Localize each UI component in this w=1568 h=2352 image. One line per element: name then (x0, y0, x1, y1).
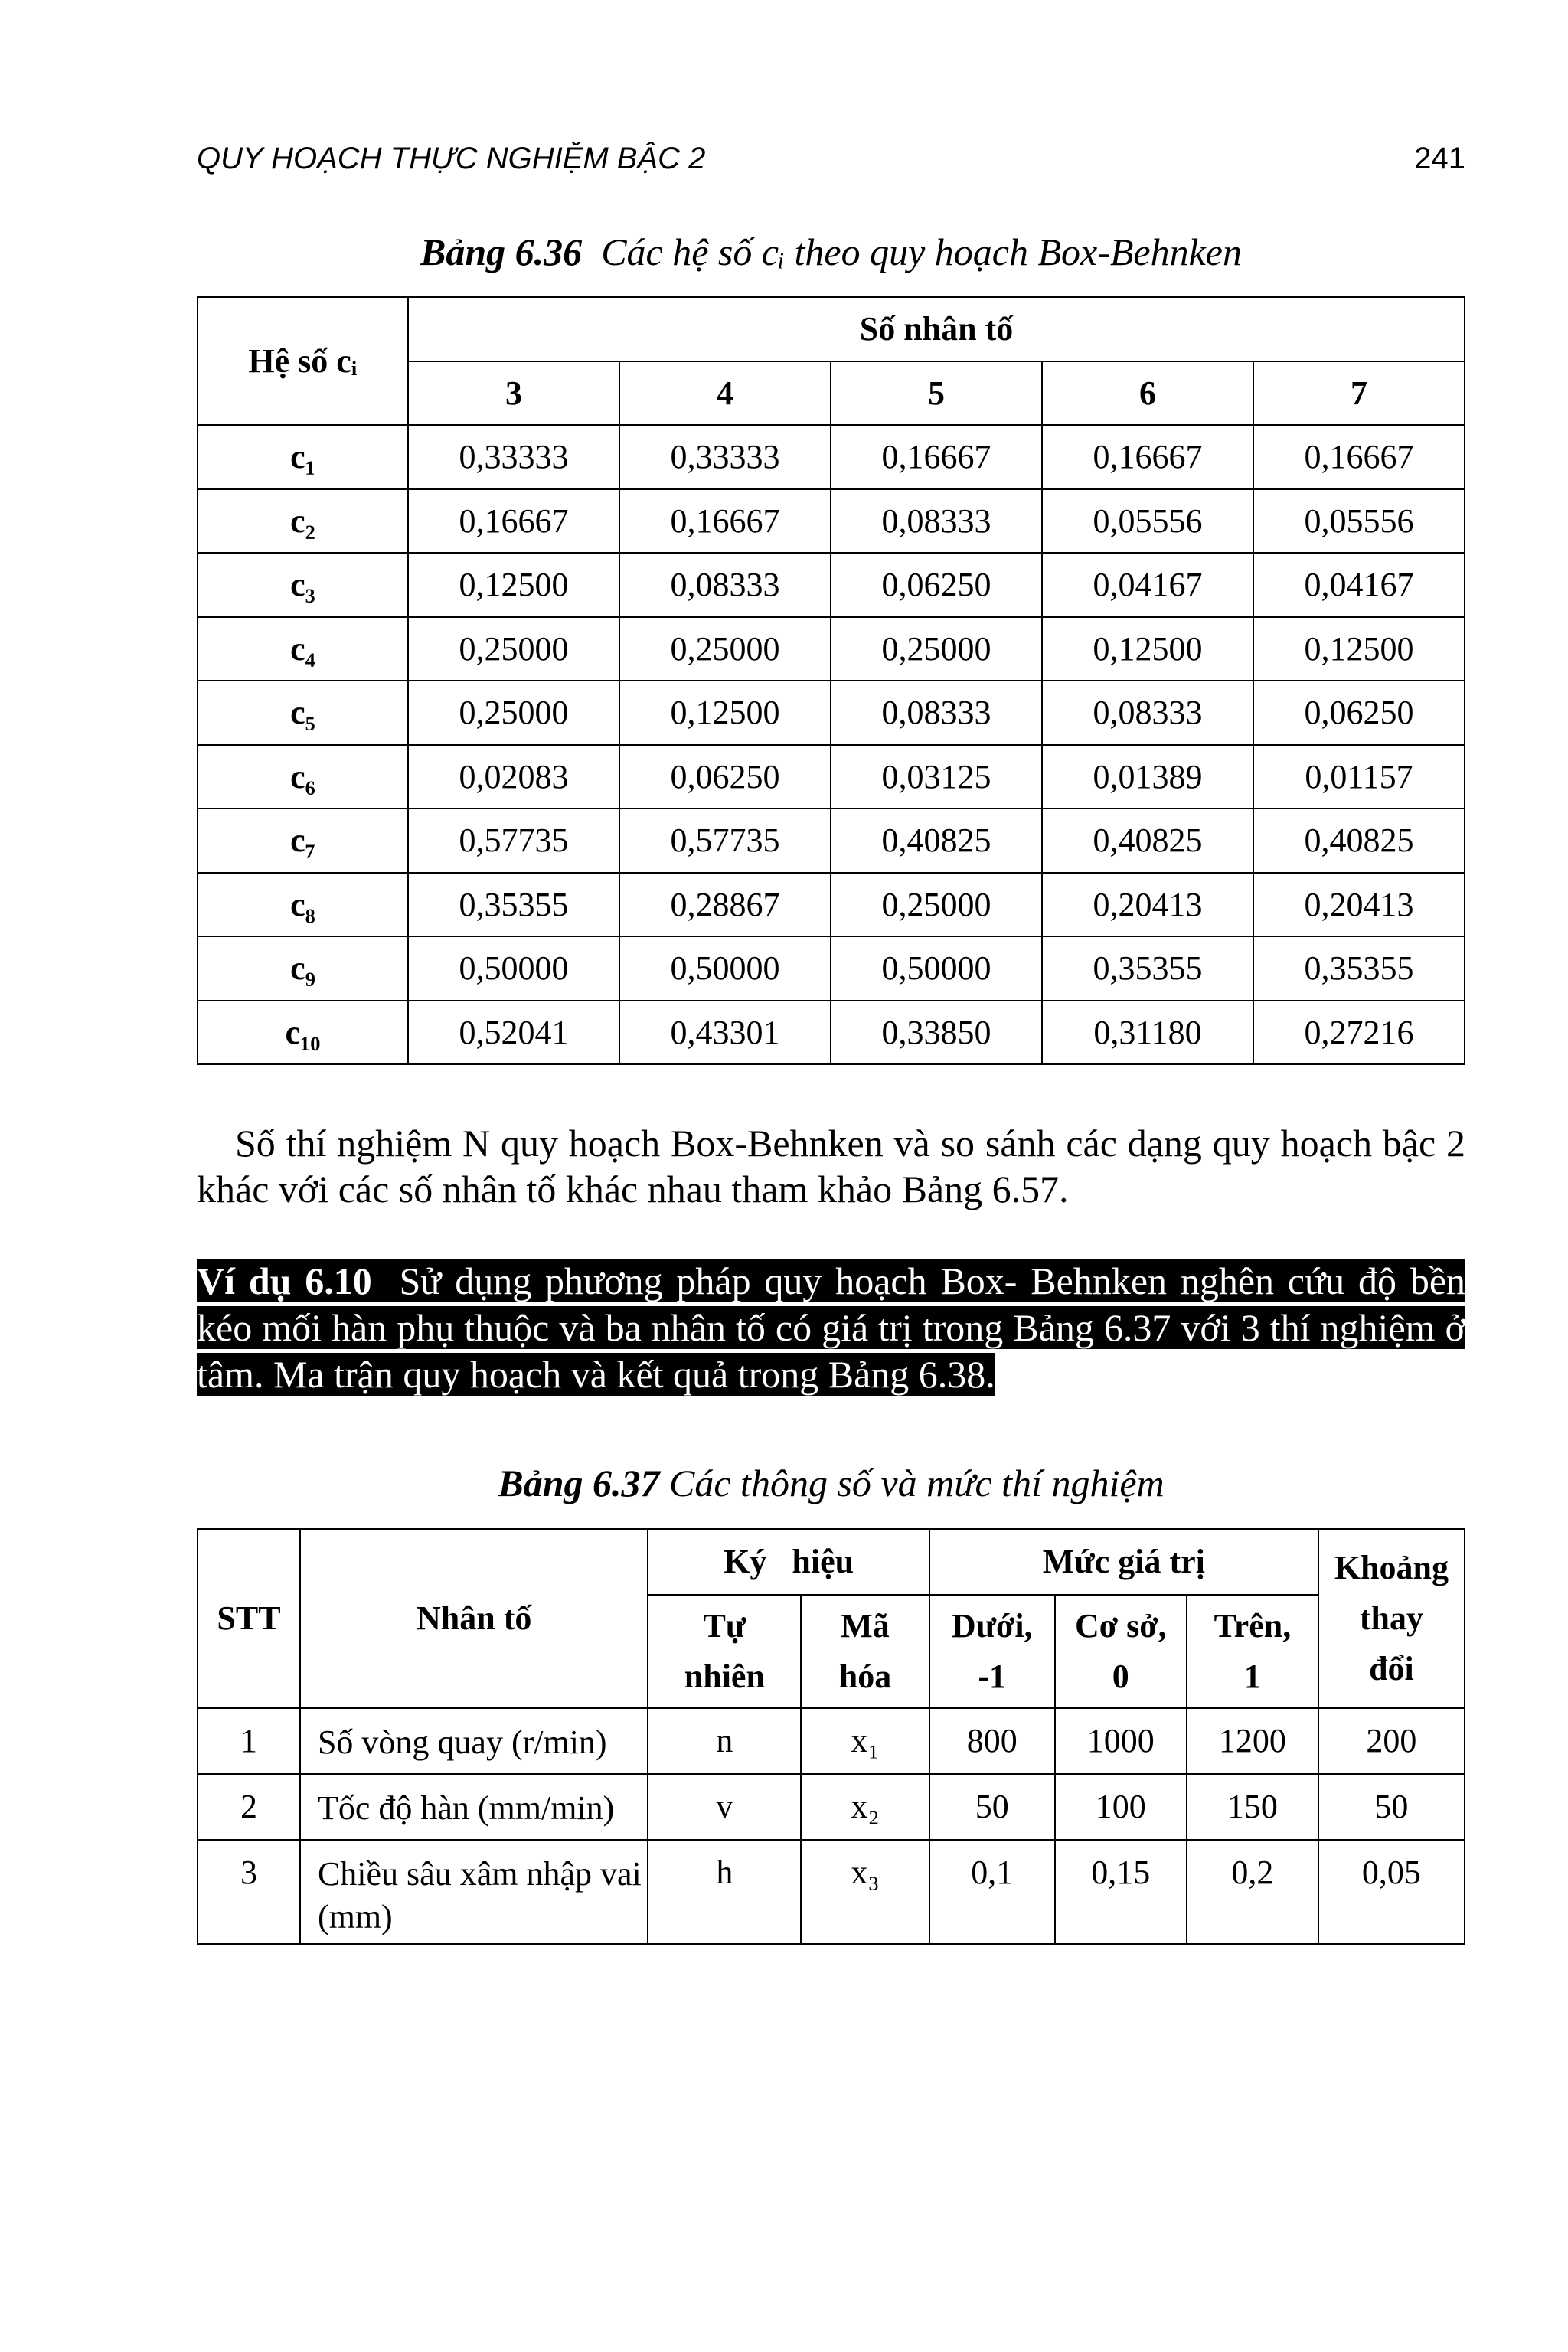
table-636 (197, 296, 1465, 1065)
table-cell: 0,43301 (619, 1001, 831, 1065)
table-cell: 0,33333 (408, 425, 619, 489)
table-row (198, 1001, 1465, 1065)
table-cell: 0,08333 (831, 489, 1042, 554)
header-lower: Dưới, -1 (929, 1595, 1055, 1708)
table-cell: 0,40825 (831, 808, 1042, 873)
table-cell: 0,57735 (619, 808, 831, 873)
table-637-body (198, 1708, 1465, 1944)
header-coded: Mã hóa (801, 1595, 929, 1708)
cell-base: 100 (1055, 1774, 1187, 1840)
table-cell: 0,20413 (1042, 873, 1253, 937)
example-text: Sử dụng phương pháp quy hoạch Box- Behnken nghên cứu độ bền kéo mối hàn phụ thuộc và ba nhân tố có giá trị trong Bảng 6.37 với 3 thí nghiệm ở tâm. Ma trận quy hoạch và kết quả trong Bảng 6.38. (197, 1259, 1466, 1396)
table-cell: 0,35355 (1253, 936, 1465, 1001)
table-row (198, 425, 1465, 489)
cell-interval: 200 (1318, 1708, 1465, 1774)
table-row (198, 873, 1465, 937)
cell-lower: 0,1 (929, 1840, 1055, 1944)
cell-natural: h (648, 1840, 801, 1944)
table-636-caption-label: Bảng 6.36 (420, 230, 583, 273)
table-637-caption-text: Các thông số và mức thí nghiệm (669, 1462, 1165, 1504)
table-cell: 0,12500 (1253, 617, 1465, 681)
table-cell: 0,06250 (1253, 681, 1465, 745)
cell-factor: Chiều sâu xâm nhập vai (mm) (300, 1840, 648, 1944)
table-cell: 0,33333 (619, 425, 831, 489)
table-cell: 0,16667 (1253, 425, 1465, 489)
table-row (198, 1774, 1465, 1840)
cell-upper: 1200 (1187, 1708, 1318, 1774)
table-cell: 0,50000 (831, 936, 1042, 1001)
row-label: c₉ (198, 936, 408, 1001)
table-637-caption (197, 1461, 1465, 1505)
table-cell: 0,25000 (408, 681, 619, 745)
table-cell: 0,12500 (408, 553, 619, 617)
row-label: c₇ (198, 808, 408, 873)
table-cell: 0,40825 (1253, 808, 1465, 873)
cell-factor: Số vòng quay (r/min) (300, 1708, 648, 1774)
header-upper: Trên, 1 (1187, 1595, 1318, 1708)
cell-interval: 0,05 (1318, 1840, 1465, 1944)
table-row (198, 553, 1465, 617)
table-cell: 0,35355 (1042, 936, 1253, 1001)
header-symbol: Ký hiệu (648, 1529, 929, 1595)
table-cell: 0,05556 (1042, 489, 1253, 554)
table-cell: 0,20413 (1253, 873, 1465, 937)
table-cell: 0,16667 (619, 489, 831, 554)
column-header: 4 (619, 361, 831, 426)
row-label: c₈ (198, 873, 408, 937)
table-cell: 0,28867 (619, 873, 831, 937)
cell-stt: 1 (198, 1708, 300, 1774)
table-cell: 0,25000 (408, 617, 619, 681)
row-label: c₂ (198, 489, 408, 554)
corner-header: Hệ số cᵢ (198, 297, 408, 425)
table-cell: 0,57735 (408, 808, 619, 873)
table-cell: 0,12500 (619, 681, 831, 745)
table-cell: 0,01389 (1042, 745, 1253, 809)
table-636-caption-text: Các hệ số cᵢ theo quy hoạch Box-Behnken (601, 230, 1242, 273)
cell-upper: 150 (1187, 1774, 1318, 1840)
table-row (198, 489, 1465, 554)
table-cell: 0,33850 (831, 1001, 1042, 1065)
table-cell: 0,50000 (619, 936, 831, 1001)
row-label: c₁ (198, 425, 408, 489)
table-cell: 0,04167 (1042, 553, 1253, 617)
table-cell: 0,27216 (1253, 1001, 1465, 1065)
header-interval: Khoảng thay đổi (1318, 1529, 1465, 1708)
example-highlight (197, 1259, 1465, 1396)
row-label: c₅ (198, 681, 408, 745)
table-cell: 0,08333 (619, 553, 831, 617)
cell-coded: x₂ (801, 1774, 929, 1840)
table-cell: 0,12500 (1042, 617, 1253, 681)
cell-factor: Tốc độ hàn (mm/min) (300, 1774, 648, 1840)
body-paragraph (197, 1120, 1465, 1212)
table-637 (197, 1528, 1465, 1945)
cell-coded: x₁ (801, 1708, 929, 1774)
cell-base: 1000 (1055, 1708, 1187, 1774)
table-cell: 0,52041 (408, 1001, 619, 1065)
cell-lower: 50 (929, 1774, 1055, 1840)
group-header: Số nhân tố (408, 297, 1465, 361)
column-header: 3 (408, 361, 619, 426)
table-636-caption (197, 230, 1465, 274)
header-levels: Mức giá trị (929, 1529, 1318, 1595)
paragraph-text: Số thí nghiệm N quy hoạch Box-Behnken và so sánh các dạng quy hoạch bậc 2 khác với các số nhân tố khác nhau tham khảo Bảng 6.57. (197, 1122, 1465, 1210)
header-base: Cơ sở, 0 (1055, 1595, 1187, 1708)
chapter-title: QUY HOẠCH THỰC NGHIỆM BẬC 2 (197, 142, 706, 175)
cell-base: 0,15 (1055, 1840, 1187, 1944)
table-cell: 0,08333 (831, 681, 1042, 745)
running-header (197, 142, 1465, 176)
table-cell: 0,05556 (1253, 489, 1465, 554)
table-row (198, 1840, 1465, 1944)
table-cell: 0,06250 (831, 553, 1042, 617)
table-cell: 0,01157 (1253, 745, 1465, 809)
table-cell: 0,40825 (1042, 808, 1253, 873)
column-header: 7 (1253, 361, 1465, 426)
row-label: c₄ (198, 617, 408, 681)
table-cell: 0,35355 (408, 873, 619, 937)
table-row (198, 617, 1465, 681)
example-6-10 (197, 1258, 1465, 1398)
example-label: Ví dụ 6.10 (197, 1259, 372, 1302)
table-row (198, 936, 1465, 1001)
table-cell: 0,31180 (1042, 1001, 1253, 1065)
table-row (198, 1708, 1465, 1774)
header-natural: Tự nhiên (648, 1595, 801, 1708)
cell-upper: 0,2 (1187, 1840, 1318, 1944)
cell-interval: 50 (1318, 1774, 1465, 1840)
cell-stt: 3 (198, 1840, 300, 1944)
row-label: c₆ (198, 745, 408, 809)
table-cell: 0,02083 (408, 745, 619, 809)
table-row (198, 681, 1465, 745)
table-cell: 0,06250 (619, 745, 831, 809)
cell-lower: 800 (929, 1708, 1055, 1774)
table-637-caption-label: Bảng 6.37 (498, 1462, 660, 1504)
table-row (198, 808, 1465, 873)
table-cell: 0,16667 (831, 425, 1042, 489)
table-cell: 0,08333 (1042, 681, 1253, 745)
table-cell: 0,03125 (831, 745, 1042, 809)
table-row (198, 745, 1465, 809)
cell-natural: n (648, 1708, 801, 1774)
cell-stt: 2 (198, 1774, 300, 1840)
header-factor: Nhân tố (300, 1529, 648, 1708)
table-cell: 0,25000 (831, 617, 1042, 681)
cell-coded: x₃ (801, 1840, 929, 1944)
table-cell: 0,50000 (408, 936, 619, 1001)
table-cell: 0,04167 (1253, 553, 1465, 617)
cell-natural: v (648, 1774, 801, 1840)
column-header: 5 (831, 361, 1042, 426)
header-stt: STT (198, 1529, 300, 1708)
table-cell: 0,16667 (1042, 425, 1253, 489)
row-label: c₃ (198, 553, 408, 617)
table-cell: 0,25000 (831, 873, 1042, 937)
page-number: 241 (1414, 142, 1465, 175)
table-636-body (198, 425, 1465, 1064)
table-cell: 0,25000 (619, 617, 831, 681)
column-header: 6 (1042, 361, 1253, 426)
row-label: c₁₀ (198, 1001, 408, 1065)
table-cell: 0,16667 (408, 489, 619, 554)
